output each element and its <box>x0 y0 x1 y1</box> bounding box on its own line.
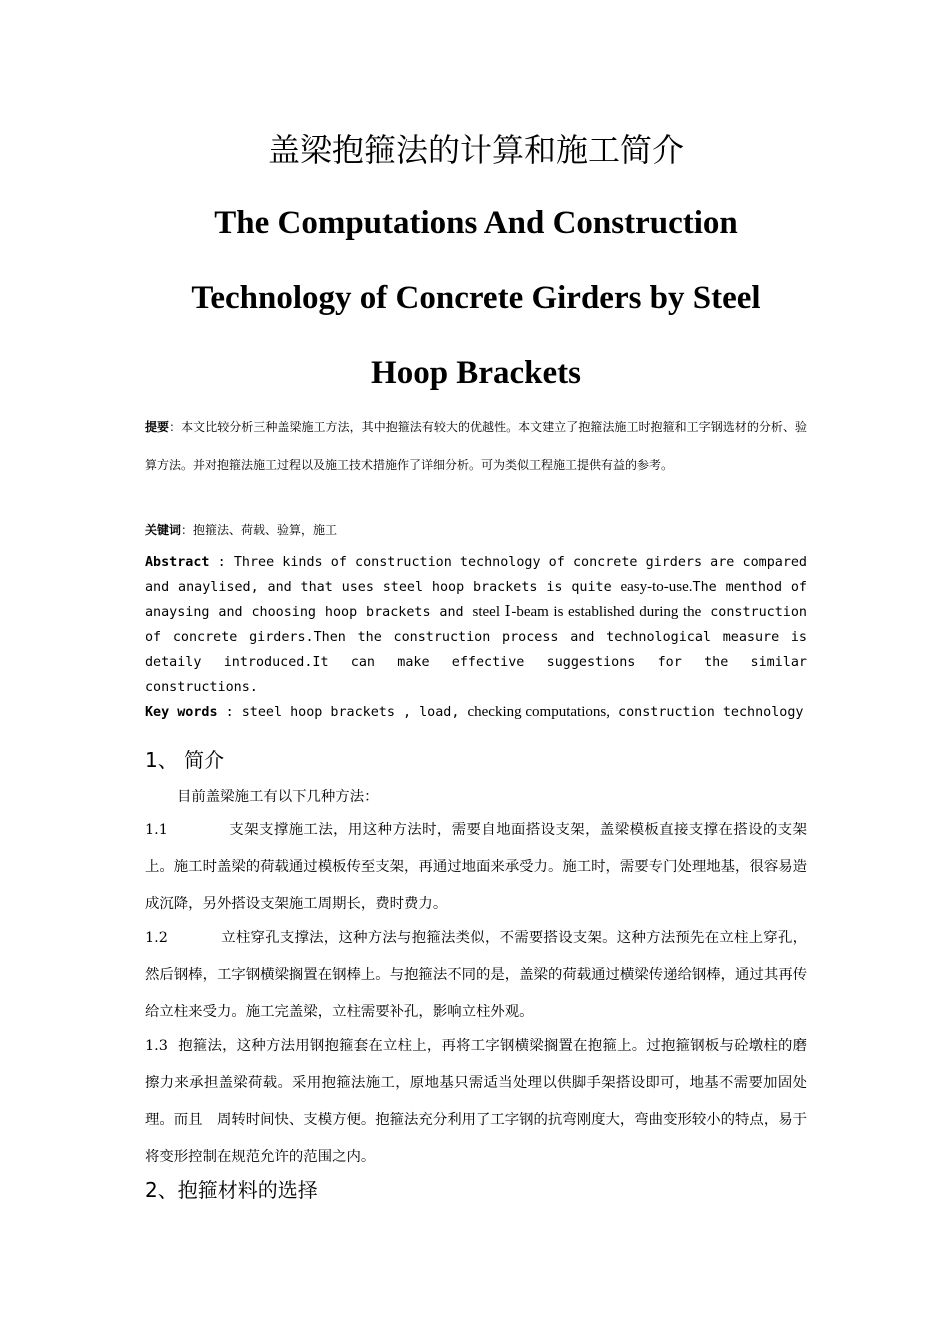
section-1-item-3 <box>145 1028 807 1176</box>
item-3-text: 抱箍法，这种方法用钢抱箍套在立柱上，再将工字钢横梁搁置在抱箍上。过抱箍钢板与砼墩柱的磨擦力来承担盖梁荷载。采用抱箍法施工，原地基只需适当处理以供脚手架搭设即可，地基不需要加固处理。而且 周转时间快、支模方便。抱箍法充分利用了工字钢的抗弯刚度大，弯曲变形较小的特点，易于将变形控制在规范允许的范围之内。 <box>145 1038 807 1165</box>
chinese-abstract-text: ：本文比较分析三种盖梁施工方法，其中抱箍法有较大的优越性。本文建立了抱箍法施工时抱箍和工字钢选材的分析、验算方法。并对抱箍法施工过程以及施工技术措施作了详细分析。可为类似工程施工提供有益的参考。 <box>145 420 807 472</box>
section-2-heading: 2、抱箍材料的选择 <box>145 1178 318 1202</box>
chinese-title: 盖梁抱箍法的计算和施工简介 <box>267 131 684 169</box>
english-abstract-text-3: The menthod of anaysing and choosing hoop brackets and <box>145 580 807 620</box>
english-title-line-2: Technology of Concrete Girders by Steel <box>191 280 761 316</box>
english-abstract-text-1: : Three kinds of construction technology of concrete girders are compared and anaylised, and that uses steel hoop brackets is quite <box>145 555 807 595</box>
english-keywords-text-1: : steel hoop brackets , load, <box>217 705 468 720</box>
section-1-item-1 <box>145 812 807 923</box>
english-keywords <box>145 700 807 725</box>
item-2-number: 1.2 <box>145 930 168 946</box>
section-1-item-2 <box>145 920 807 1031</box>
item-2-text: 立柱穿孔支撑法，这种方法与抱箍法类似，不需要搭设支架。这种方法预先在立柱上穿孔，然后钢棒，工字钢横梁搁置在钢棒上。与抱箍法不同的是，盖梁的荷载通过横梁传递给钢棒，通过其再传给立柱来受力。施工完盖梁，立柱需要补孔，影响立柱外观。 <box>145 930 807 1020</box>
english-title-line-3: Hoop Brackets <box>371 355 581 391</box>
english-abstract-text-4: steel Ⅰ-beam is established during the <box>472 604 702 620</box>
chinese-abstract <box>145 408 807 484</box>
english-abstract-text-5: construction of concrete girders.Then the construction process and technological measure is detaily introduced.It can make effective suggestions for the similar constructions. <box>145 605 807 695</box>
english-title <box>145 186 807 411</box>
item-1-number: 1.1 <box>145 822 168 838</box>
section-1-intro: 目前盖梁施工有以下几种方法： <box>177 789 379 805</box>
english-abstract <box>145 550 807 700</box>
item-3-number: 1.3 <box>145 1038 168 1054</box>
english-keywords-text-2: checking computations, <box>467 704 610 720</box>
english-abstract-label: Abstract <box>145 555 210 570</box>
chinese-abstract-label: 提要 <box>145 420 170 434</box>
chinese-keywords-label: 关键词 <box>145 523 182 537</box>
english-abstract-text-2: easy-to-use. <box>620 579 693 595</box>
chinese-keywords-text: ：抱箍法、荷载、验算，施工 <box>181 523 338 537</box>
english-title-line-1: The Computations And Construction <box>214 205 738 241</box>
english-keywords-text-3: construction technology <box>609 705 804 720</box>
chinese-keywords <box>145 517 807 543</box>
item-1-text: 支架支撑施工法，用这种方法时，需要自地面搭设支架，盖梁模板直接支撑在搭设的支架上。施工时盖梁的荷载通过模板传至支架，再通过地面来承受力。施工时，需要专门处理地基，很容易造成沉降，另外搭设支架施工周期长，费时费力。 <box>145 822 807 912</box>
english-keywords-label: Key words <box>145 705 218 720</box>
section-1-heading: 1、 简介 <box>145 748 225 772</box>
